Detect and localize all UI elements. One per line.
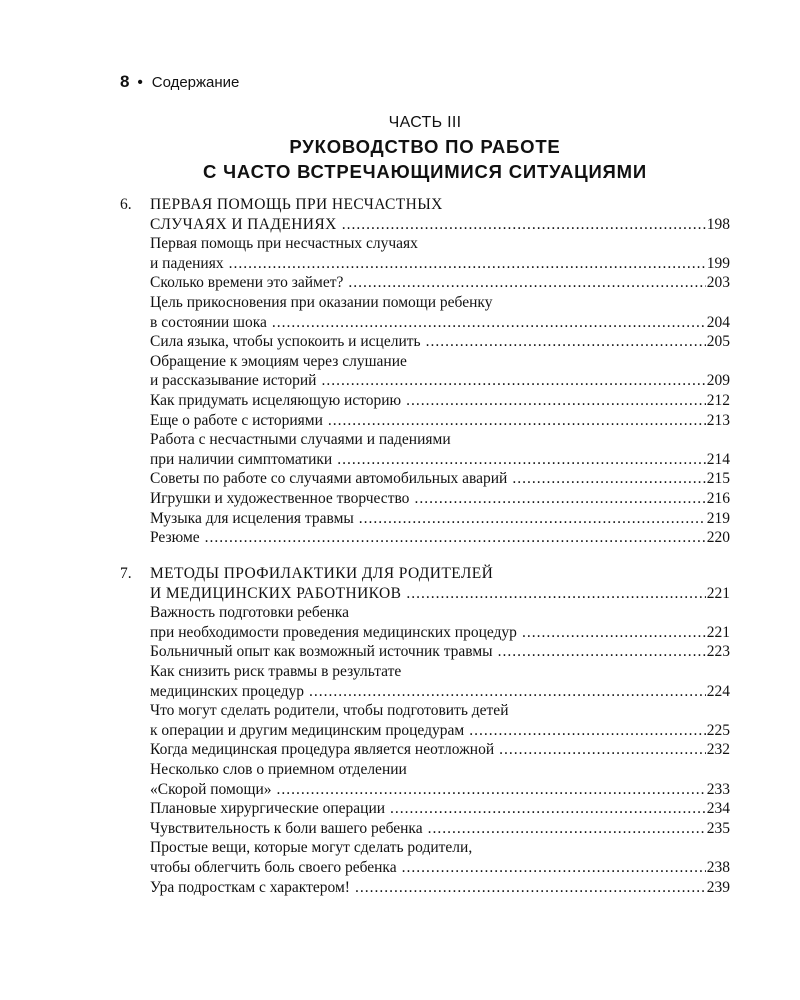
toc-entry bbox=[120, 858, 730, 878]
page-ref: 233 bbox=[706, 780, 730, 798]
leader-dots bbox=[337, 450, 706, 470]
entry-title: Несколько слов о приемном отделении bbox=[150, 760, 407, 778]
chapter-title: СЛУЧАЯХ И ПАДЕНИЯХ bbox=[150, 215, 337, 233]
page-ref: 215 bbox=[706, 470, 730, 488]
leader-dots bbox=[469, 721, 706, 741]
leader-dots bbox=[348, 273, 705, 293]
toc-entry bbox=[120, 293, 730, 313]
toc-entry bbox=[120, 469, 730, 489]
entry-title: Работа с несчастными случаями и падениями bbox=[150, 431, 451, 449]
toc-chapter-7 bbox=[120, 564, 730, 897]
chapter-title-line bbox=[120, 584, 730, 604]
entry-title: и падениях bbox=[150, 254, 224, 272]
entry-title: Чувствительность к боли вашего ребенка bbox=[150, 819, 423, 837]
toc-entry bbox=[120, 682, 730, 702]
toc-entry bbox=[120, 254, 730, 274]
page-ref: 203 bbox=[706, 274, 730, 292]
page-ref: 209 bbox=[706, 372, 730, 390]
chapter-number: 7. bbox=[120, 565, 132, 582]
toc-entry bbox=[120, 352, 730, 372]
entry-title: Когда медицинская процедура является неотложной bbox=[150, 741, 495, 759]
page-number: 8 bbox=[120, 72, 130, 91]
page-ref: 216 bbox=[706, 489, 730, 507]
toc-entry bbox=[120, 721, 730, 741]
page-ref: 205 bbox=[706, 333, 730, 351]
entry-title: при необходимости проведения медицинских процедур bbox=[150, 623, 517, 641]
entry-title: «Скорой помощи» bbox=[150, 780, 272, 798]
toc-entry bbox=[120, 391, 730, 411]
leader-dots bbox=[428, 819, 706, 839]
page-ref: 225 bbox=[706, 721, 730, 739]
entry-title: Игрушки и художественное творчество bbox=[150, 489, 410, 507]
page-ref: 239 bbox=[706, 878, 730, 896]
entry-title: чтобы облегчить боль своего ребенка bbox=[150, 858, 397, 876]
page-ref: 204 bbox=[706, 313, 730, 331]
toc-entry bbox=[120, 411, 730, 431]
page-ref: 219 bbox=[706, 509, 730, 527]
toc-entry bbox=[120, 701, 730, 721]
page-ref: 213 bbox=[706, 411, 730, 429]
running-title: Содержание bbox=[151, 74, 240, 91]
entry-title: Важность подготовки ребенка bbox=[150, 604, 349, 622]
toc-entry bbox=[120, 273, 730, 293]
entry-title: Музыка для исцеления травмы bbox=[150, 509, 354, 527]
bullet-separator: • bbox=[137, 74, 143, 91]
entry-title: Сколько времени это займет? bbox=[150, 274, 344, 292]
entry-title: Простые вещи, которые могут сделать родители, bbox=[150, 839, 473, 857]
toc-entry bbox=[120, 819, 730, 839]
toc-chapter-6 bbox=[120, 195, 730, 548]
leader-dots bbox=[402, 858, 706, 878]
entry-title: Обращение к эмоциям через слушание bbox=[150, 352, 407, 370]
leader-dots bbox=[309, 682, 706, 702]
part-label: ЧАСТЬ III bbox=[388, 114, 462, 131]
toc-entry bbox=[120, 799, 730, 819]
entry-title: к операции и другим медицинским процедурам bbox=[150, 721, 465, 739]
entry-title: Советы по работе со случаями автомобильных аварий bbox=[150, 470, 508, 488]
page-ref: 221 bbox=[706, 623, 730, 641]
leader-dots bbox=[498, 642, 706, 662]
entry-title: Сила языка, чтобы успокоить и исцелить bbox=[150, 333, 421, 351]
toc-entry bbox=[120, 450, 730, 470]
entry-title: Больничный опыт как возможный источник травмы bbox=[150, 643, 493, 661]
part-heading bbox=[120, 112, 730, 184]
page-ref: 198 bbox=[706, 215, 730, 233]
running-header bbox=[120, 72, 239, 92]
leader-dots bbox=[406, 584, 705, 604]
entry-title: в состоянии шока bbox=[150, 313, 267, 331]
entry-title: Как снизить риск травмы в результате bbox=[150, 662, 402, 680]
leader-dots bbox=[328, 411, 706, 431]
toc-entry bbox=[120, 603, 730, 623]
leader-dots bbox=[342, 215, 706, 235]
leader-dots bbox=[426, 332, 706, 352]
toc-entry bbox=[120, 430, 730, 450]
page-ref: 224 bbox=[706, 682, 730, 700]
leader-dots bbox=[522, 623, 706, 643]
entry-title: Плановые хирургические операции bbox=[150, 800, 386, 818]
chapter-title-line bbox=[120, 564, 730, 584]
toc-entry bbox=[120, 528, 730, 548]
entry-title: при наличии симптоматики bbox=[150, 450, 333, 468]
page-ref: 214 bbox=[706, 450, 730, 468]
page-ref: 221 bbox=[706, 584, 730, 602]
leader-dots bbox=[205, 528, 706, 548]
page-ref: 220 bbox=[706, 529, 730, 547]
leader-dots bbox=[229, 254, 706, 274]
leader-dots bbox=[512, 469, 705, 489]
toc-entry bbox=[120, 662, 730, 682]
entry-title: Цель прикосновения при оказании помощи ребенку bbox=[150, 293, 493, 311]
entry-title: Как придумать исцеляющую историю bbox=[150, 391, 402, 409]
entry-title: Резюме bbox=[150, 529, 200, 547]
chapter-number: 6. bbox=[120, 196, 132, 213]
entry-title: медицинских процедур bbox=[150, 682, 305, 700]
page-ref: 235 bbox=[706, 819, 730, 837]
toc-entry bbox=[120, 838, 730, 858]
page-ref: 212 bbox=[706, 391, 730, 409]
entry-title: Первая помощь при несчастных случаях bbox=[150, 235, 418, 253]
toc-entry bbox=[120, 332, 730, 352]
toc-entry bbox=[120, 878, 730, 898]
toc-entry bbox=[120, 489, 730, 509]
toc-entry bbox=[120, 234, 730, 254]
toc-entry bbox=[120, 623, 730, 643]
entry-title: Ура подросткам с характером! bbox=[150, 878, 350, 896]
entry-title: и рассказывание историй bbox=[150, 372, 317, 390]
leader-dots bbox=[390, 799, 706, 819]
part-title-line-2: С ЧАСТО ВСТРЕЧАЮЩИМИСЯ СИТУАЦИЯМИ bbox=[203, 161, 647, 182]
leader-dots bbox=[499, 740, 706, 760]
toc-entry bbox=[120, 509, 730, 529]
leader-dots bbox=[277, 780, 706, 800]
chapter-title-line bbox=[120, 195, 730, 215]
chapter-title: ПЕРВАЯ ПОМОЩЬ ПРИ НЕСЧАСТНЫХ bbox=[150, 196, 443, 213]
page-ref: 234 bbox=[706, 800, 730, 818]
toc-entry bbox=[120, 313, 730, 333]
page-ref: 238 bbox=[706, 858, 730, 876]
leader-dots bbox=[355, 878, 706, 898]
leader-dots bbox=[321, 371, 705, 391]
leader-dots bbox=[414, 489, 705, 509]
page-ref: 223 bbox=[706, 643, 730, 661]
toc-entry bbox=[120, 371, 730, 391]
toc-entry bbox=[120, 780, 730, 800]
entry-title: Что могут сделать родители, чтобы подготовить детей bbox=[150, 702, 509, 720]
leader-dots bbox=[359, 509, 706, 529]
chapter-title: И МЕДИЦИНСКИХ РАБОТНИКОВ bbox=[150, 584, 402, 602]
chapter-title: МЕТОДЫ ПРОФИЛАКТИКИ ДЛЯ РОДИТЕЛЕЙ bbox=[150, 565, 494, 582]
leader-dots bbox=[272, 313, 706, 333]
leader-dots bbox=[406, 391, 706, 411]
page-ref: 199 bbox=[706, 254, 730, 272]
part-title-line-1: РУКОВОДСТВО ПО РАБОТЕ bbox=[289, 136, 561, 157]
chapter-title-line bbox=[120, 215, 730, 235]
toc-entry bbox=[120, 760, 730, 780]
toc-entry bbox=[120, 642, 730, 662]
entry-title: Еще о работе с историями bbox=[150, 411, 323, 429]
page-ref: 232 bbox=[706, 741, 730, 759]
toc-entry bbox=[120, 740, 730, 760]
